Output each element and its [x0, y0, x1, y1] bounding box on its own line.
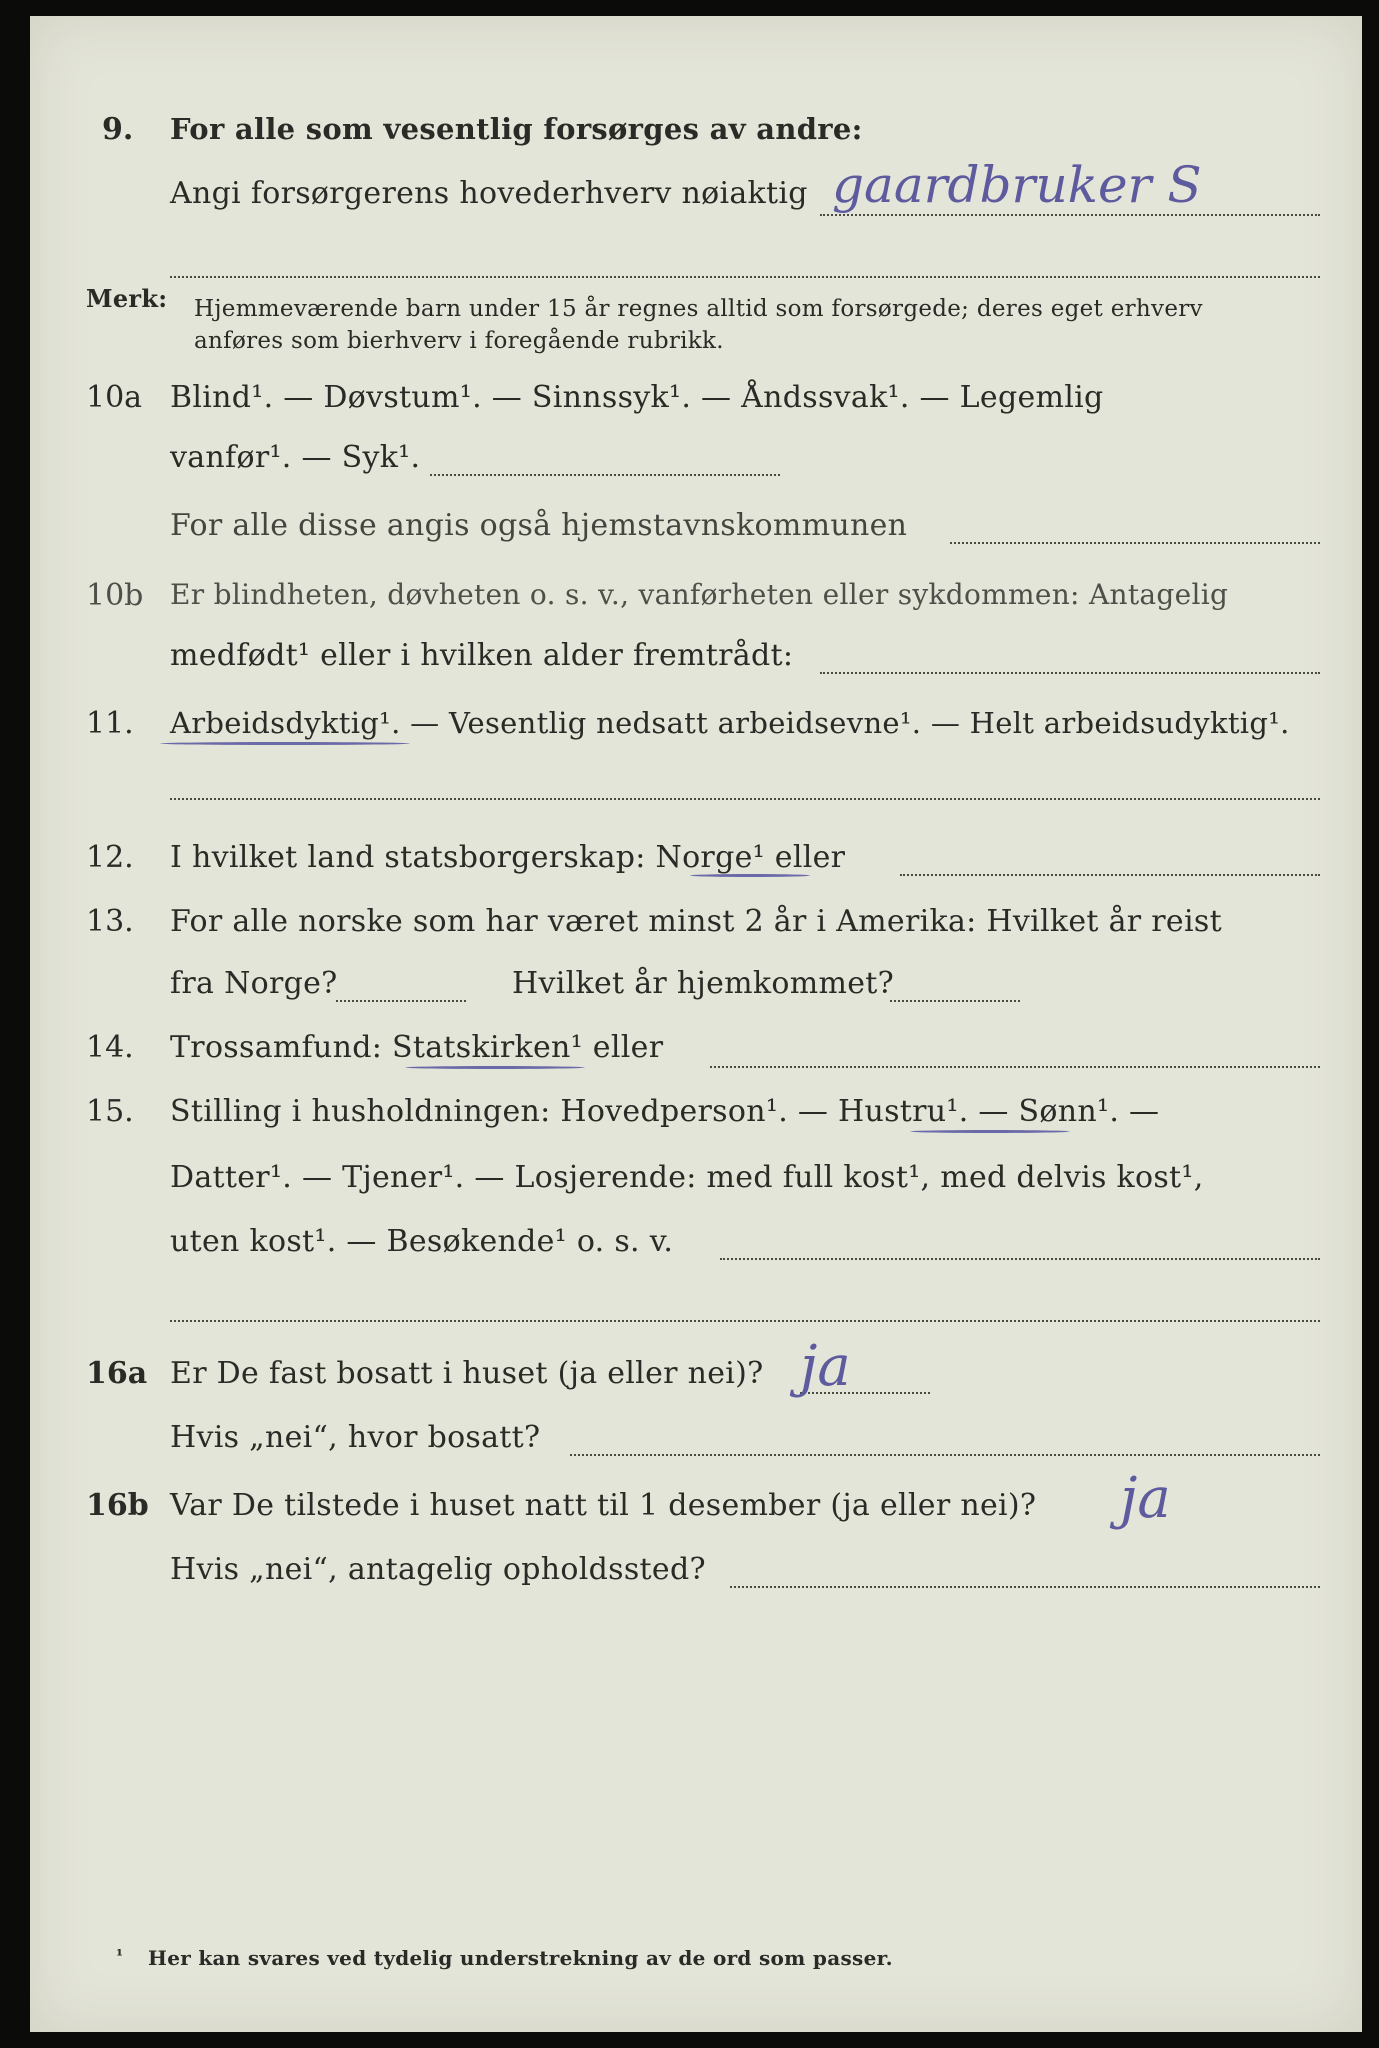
merk-line-1: Hjemmeværende barn under 15 år regnes alltid som forsørgede; deres eget erhverv [194, 296, 1203, 322]
q16b-line-2: Hvis „nei“, antagelig opholdssted? [170, 1552, 706, 1587]
q10b-number: 10b [86, 578, 144, 613]
q12-number: 12. [86, 840, 134, 875]
footnote-text: Her kan svares ved tydelig understrekning av de ord som passer. [148, 1946, 893, 1970]
footnote-mark: ¹ [116, 1946, 124, 1965]
q13-reist-line [336, 1000, 466, 1002]
q15-line-2: Datter¹. — Tjener¹. — Losjerende: med full kost¹, med delvis kost¹, [170, 1160, 1204, 1195]
q13-number: 13. [86, 904, 134, 939]
q9-handwritten-answer: gaardbruker S [832, 156, 1202, 214]
q12-eller-line [900, 874, 1320, 876]
merk-label: Merk: [86, 284, 168, 313]
q11-number: 11. [86, 706, 134, 741]
q11-line-1: Arbeidsdyktig¹. — Vesentlig nedsatt arbeidsevne¹. — Helt arbeidsudyktig¹. [170, 706, 1290, 740]
q16a-bosatt-line [570, 1454, 1320, 1456]
q14-eller-line [710, 1066, 1320, 1068]
q9-answer-line [820, 214, 1320, 216]
q13-hjemkommet-line [890, 1000, 1020, 1002]
q13-line-1: For alle norske som har været minst 2 år i Amerika: Hvilket år reist [170, 904, 1222, 939]
q14-underline-statskirken [405, 1066, 585, 1069]
merk-line-2: anføres som bierhverv i foregående rubrikk. [194, 328, 724, 354]
q16a-number: 16a [86, 1356, 148, 1391]
q10b-alder-line [820, 672, 1320, 674]
q16b-number: 16b [86, 1488, 149, 1523]
q10a-line-3: For alle disse angis også hjemstavnskommunen [170, 508, 908, 543]
q10b-line-1: Er blindheten, døvheten o. s. v., vanførheten eller sykdommen: Antagelig [170, 578, 1229, 611]
q9-number: 9. [102, 112, 134, 147]
q15-line-1: Stilling i husholdningen: Hovedperson¹. — Hustru¹. — Sønn¹. — [170, 1094, 1160, 1129]
q14-number: 14. [86, 1030, 134, 1065]
q15-underline-hustru [910, 1130, 1070, 1133]
q11-underline-arbeidsdyktig [160, 742, 410, 745]
q16b-opholdssted-line [730, 1586, 1320, 1588]
q10a-hjemstavn-line [950, 542, 1320, 544]
q13-line-2b: Hvilket år hjemkommet? [512, 966, 895, 1001]
q11-extra-line [170, 798, 1320, 800]
q10a-syk-line [430, 474, 780, 476]
q16a-handwritten-answer: ja [800, 1334, 851, 1399]
q12-underline-norge [690, 874, 810, 877]
q10a-line-1: Blind¹. — Døvstum¹. — Sinnssyk¹. — Åndssvak¹. — Legemlig [170, 380, 1104, 415]
q16a-line-1: Er De fast bosatt i huset (ja eller nei)? [170, 1356, 764, 1391]
q15-line-3: uten kost¹. — Besøkende¹ o. s. v. [170, 1224, 674, 1259]
q13-line-2a: fra Norge? [170, 966, 338, 1001]
form-page [30, 16, 1362, 2032]
q15-extra-line [170, 1320, 1320, 1322]
q16a-line-2: Hvis „nei“, hvor bosatt? [170, 1420, 541, 1455]
q16b-handwritten-answer: ja [1120, 1466, 1171, 1531]
q15-osv-line [720, 1258, 1320, 1260]
q15-number: 15. [86, 1094, 134, 1129]
q16b-line-1: Var De tilstede i huset natt til 1 desember (ja eller nei)? [170, 1488, 1037, 1523]
q14-line-1: Trossamfund: Statskirken¹ eller [170, 1030, 664, 1065]
q9-title: For alle som vesentlig forsørges av andre: [170, 112, 863, 146]
q10a-number: 10a [86, 380, 143, 415]
q10a-line-2: vanfør¹. — Syk¹. [170, 440, 421, 475]
q10b-line-2: medfødt¹ eller i hvilken alder fremtrådt: [170, 638, 794, 673]
q9-prompt: Angi forsørgerens hovederhverv nøiaktig [170, 176, 808, 211]
q12-line-1: I hvilket land statsborgerskap: Norge¹ eller [170, 840, 846, 875]
q9-extra-line [170, 276, 1320, 278]
